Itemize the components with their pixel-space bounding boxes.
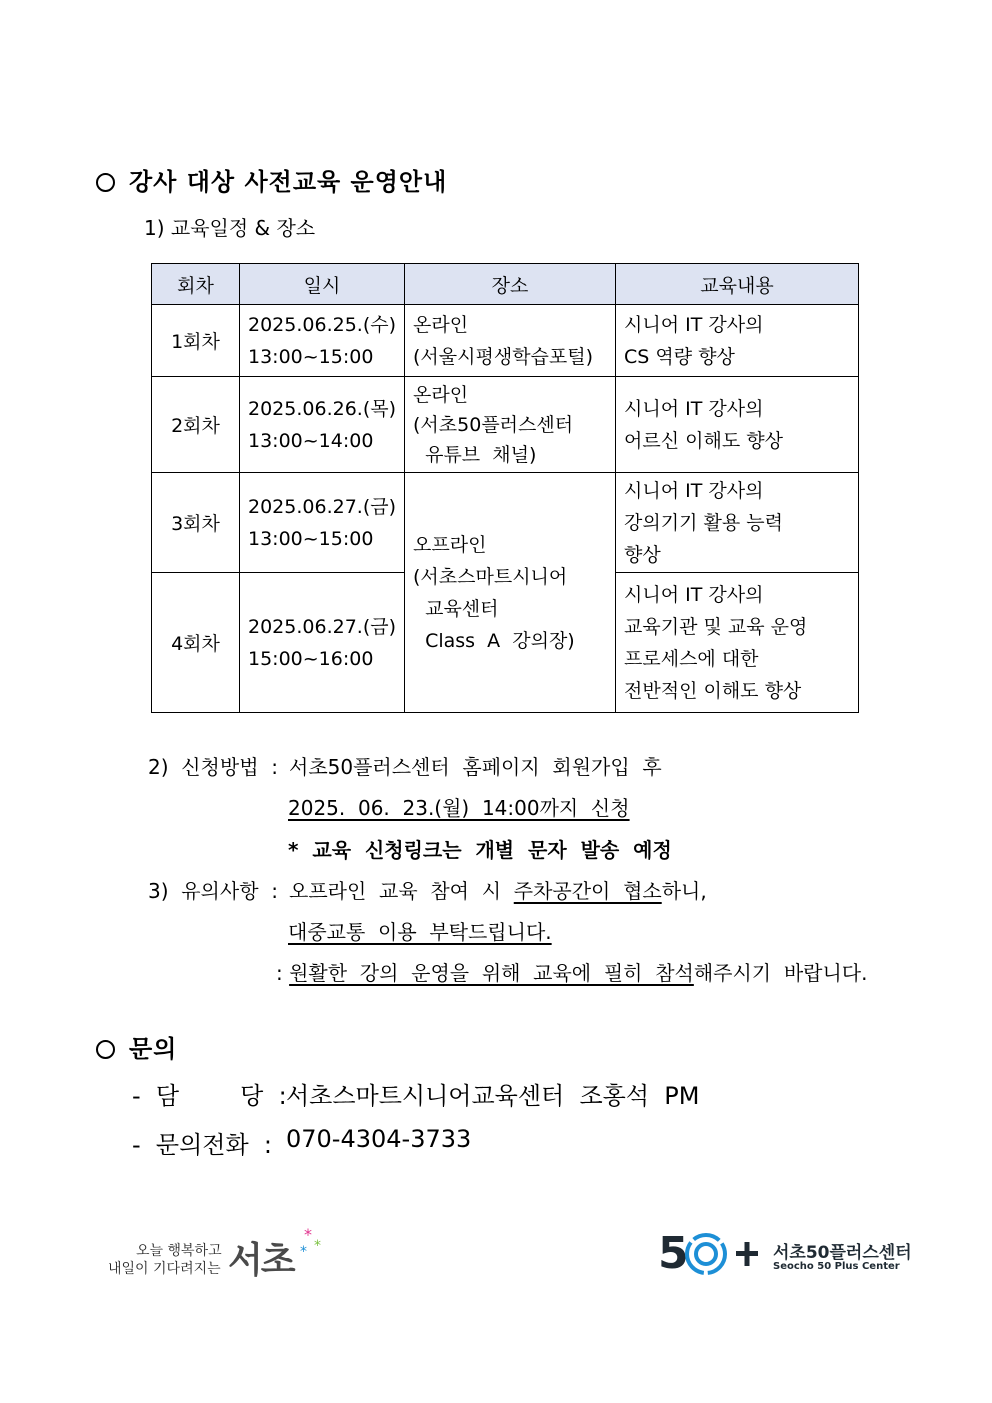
place-cell: 온라인 (서초50플러스센터 유튜브 채널) bbox=[405, 377, 616, 473]
content-cell: 시니어 IT 강사의 CS 역량 향상 bbox=[616, 305, 859, 377]
round-cell: 2회차 bbox=[152, 377, 240, 473]
caution-line-1: 오프라인 교육 참여 시 주차공간이 협소하니, bbox=[289, 879, 707, 903]
caution-label: 3) 유의사항 : bbox=[148, 879, 278, 903]
caution-line-3: : 원활한 강의 운영을 위해 교육에 필히 참석해주시기 바랍니다. bbox=[276, 961, 868, 985]
contact-phone: 070-4304-3733 bbox=[286, 1125, 472, 1153]
content-cell: 시니어 IT 강사의 교육기관 및 교육 운영 프로세스에 대한 전반적인 이해도 향상 bbox=[616, 573, 859, 713]
section-title-training: 강사 대상 사전교육 운영안내 bbox=[96, 162, 447, 197]
contact-person: 서초스마트시니어교육센터 조홍석 PM bbox=[286, 1082, 700, 1110]
table-row bbox=[152, 305, 859, 377]
round-cell: 1회차 bbox=[152, 305, 240, 377]
svg-text:*: * bbox=[314, 1238, 321, 1254]
circle-bullet-icon bbox=[96, 1040, 115, 1059]
date-cell: 2025.06.26.(목) 13:00~14:00 bbox=[240, 377, 405, 473]
apply-label: 2) 신청방법 : bbox=[148, 755, 278, 779]
date-cell: 2025.06.25.(수) 13:00~15:00 bbox=[240, 305, 405, 377]
seocho-slogan-logo: 오늘 행복하고 내일이 기다려지는 서초 * * * bbox=[108, 1226, 338, 1286]
apply-deadline: 2025. 06. 23.(월) 14:00까지 신청 bbox=[288, 796, 630, 820]
round-cell: 3회차 bbox=[152, 473, 240, 573]
table-row bbox=[152, 473, 859, 573]
table-header-row bbox=[152, 264, 859, 305]
table-row bbox=[152, 377, 859, 473]
contact-person-label: - 담 당 : bbox=[132, 1082, 287, 1110]
subheading-schedule: 1) 교육일정 & 장소 bbox=[144, 216, 316, 240]
seocho-50plus-logo: 5 서초50플러스센터 Seocho 50 Plus Center bbox=[658, 1228, 912, 1279]
schedule-table bbox=[151, 263, 859, 713]
date-cell: 2025.06.27.(금) 15:00~16:00 bbox=[240, 573, 405, 713]
circle-bullet-icon bbox=[96, 173, 115, 192]
content-cell: 시니어 IT 강사의 강의기기 활용 능력 향상 bbox=[616, 473, 859, 573]
header-content: 교육내용 bbox=[616, 264, 859, 305]
header-place: 장소 bbox=[405, 264, 616, 305]
caution-line-2: 대중교통 이용 부탁드립니다. bbox=[288, 920, 552, 944]
date-cell: 2025.06.27.(금) 13:00~15:00 bbox=[240, 473, 405, 573]
place-cell: 온라인 (서울시평생학습포털) bbox=[405, 305, 616, 377]
round-cell: 4회차 bbox=[152, 573, 240, 713]
contact-phone-label: - 문의전화 : bbox=[132, 1131, 272, 1159]
section-title-contact: 문의 bbox=[96, 1029, 177, 1064]
header-round: 회차 bbox=[152, 264, 240, 305]
apply-text: 서초50플러스센터 홈페이지 회원가입 후 bbox=[289, 755, 662, 779]
svg-text:*: * bbox=[304, 1226, 312, 1244]
star-sparkle-icon bbox=[298, 1226, 334, 1266]
apply-note: * 교육 신청링크는 개별 문자 발송 예정 bbox=[288, 838, 672, 862]
ring-plus-icon bbox=[684, 1230, 764, 1280]
svg-text:*: * bbox=[300, 1244, 307, 1260]
header-date: 일시 bbox=[240, 264, 405, 305]
content-cell: 시니어 IT 강사의 어르신 이해도 향상 bbox=[616, 377, 859, 473]
place-cell-merged: 오프라인 (서초스마트시니어 교육센터 Class A 강의장) bbox=[405, 473, 616, 713]
